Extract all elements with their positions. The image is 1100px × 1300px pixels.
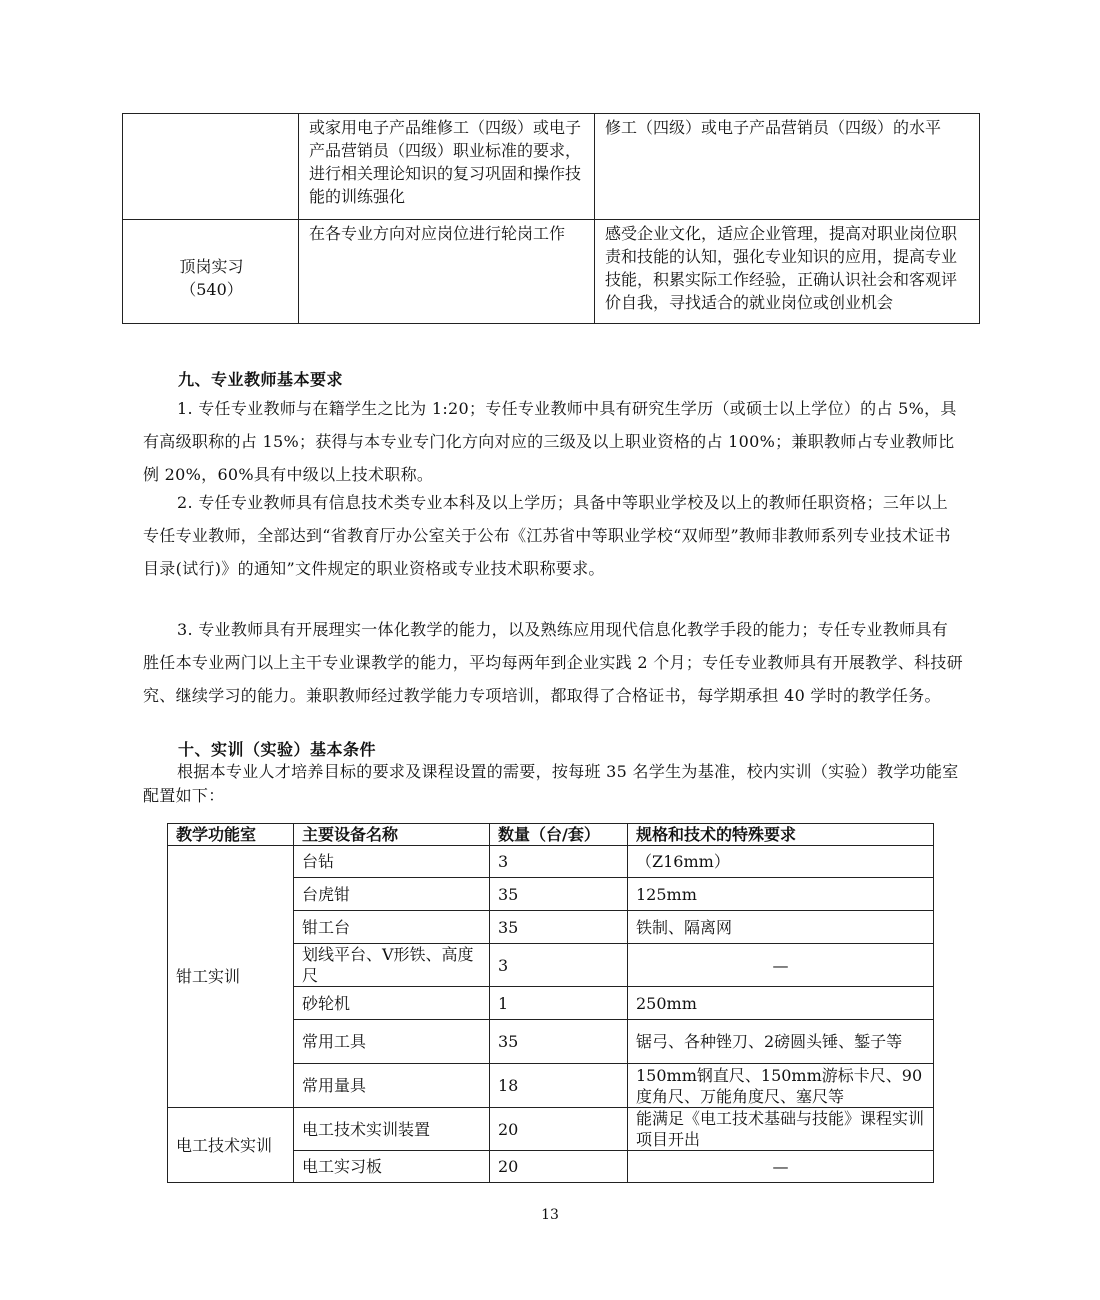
equipment-name: 常用工具	[294, 1020, 490, 1064]
stage-cell	[123, 114, 299, 220]
goal-cell: 感受企业文化，适应企业管理，提高对职业岗位职责和技能的认知，强化专业知识的应用，提高专业技能，积累实际工作经验，正确认识社会和客观评价自我，寻找适合的就业岗位或创业机会	[595, 220, 980, 324]
table-row	[123, 220, 980, 324]
equipment-spec: 125mm	[628, 878, 934, 911]
column-header: 教学功能室	[168, 824, 294, 846]
equipment-name: 常用量具	[294, 1064, 490, 1108]
equipment-name: 钳工台	[294, 911, 490, 944]
equipment-spec: 能满足《电工技术基础与技能》课程实训项目开出	[628, 1108, 934, 1151]
table-row	[168, 1108, 934, 1151]
equipment-qty: 35	[490, 878, 628, 911]
table-row	[123, 114, 980, 220]
equipment-name: 台虎钳	[294, 878, 490, 911]
table-row	[168, 846, 934, 878]
column-header: 规格和技术的特殊要求	[628, 824, 934, 846]
equipment-qty: 35	[490, 911, 628, 944]
stage-cell	[123, 220, 299, 324]
section-heading: 九、专业教师基本要求	[178, 370, 344, 389]
table-header-row	[168, 824, 934, 846]
equipment-qty: 20	[490, 1108, 628, 1151]
equipment-qty: 20	[490, 1151, 628, 1183]
equipment-table	[167, 823, 934, 1183]
equipment-name: 台钻	[294, 846, 490, 878]
room-cell: 钳工实训	[168, 846, 294, 1108]
equipment-spec: —	[628, 944, 934, 987]
column-header: 数量（台/套）	[490, 824, 628, 846]
content-cell: 在各专业方向对应岗位进行轮岗工作	[299, 220, 595, 324]
paragraph: 根据本专业人才培养目标的要求及课程设置的需要，按每班 35 名学生为基准，校内实训（实验）教学功能室配置如下：	[143, 762, 959, 805]
content-cell: 或家用电子产品维修工（四级）或电子产品营销员（四级）职业标准的要求，进行相关理论知识的复习巩固和操作技能的训练强化	[299, 114, 595, 220]
equipment-spec: 铁制、隔离网	[628, 911, 934, 944]
equipment-name: 划线平台、V形铁、高度尺	[294, 944, 490, 987]
paragraph: 1. 专任专业教师与在籍学生之比为 1:20；专任专业教师中具有研究生学历（或硕士以上学位）的占 5%，具有高级职称的占 15%；获得与本专业专门化方向对应的三级及以上职业资格的占 100%；兼职教师占专业教师比例 20%，60%具有中级以上技术职称。	[143, 399, 957, 484]
stage-hours: （540）	[180, 279, 243, 299]
training-stage-table	[122, 113, 980, 324]
page-number: 13	[541, 1207, 559, 1223]
equipment-qty: 35	[490, 1020, 628, 1064]
equipment-spec: 150mm钢直尺、150mm游标卡尺、90度角尺、万能角度尺、塞尺等	[628, 1064, 934, 1108]
equipment-spec: 锯弓、各种锉刀、2磅圆头锤、錾子等	[628, 1020, 934, 1064]
equipment-spec: （Z16mm）	[628, 846, 934, 878]
stage-name: 顶岗实习	[179, 256, 244, 276]
equipment-qty: 3	[490, 944, 628, 987]
paragraph: 3. 专业教师具有开展理实一体化教学的能力，以及熟练应用现代信息化教学手段的能力；专任专业教师具有胜任本专业两门以上主干专业课教学的能力，平均每两年到企业实践 2 个月；专任专业教师具有开展教学、科技研究、继续学习的能力。兼职教师经过教学能力专项培训，都取得了合格证书，每学期承担 40 学时的教学任务。	[143, 620, 963, 705]
equipment-name: 电工技术实训装置	[294, 1108, 490, 1151]
section-heading: 十、实训（实验）基本条件	[178, 740, 377, 759]
equipment-qty: 3	[490, 846, 628, 878]
paragraph: 2. 专任专业教师具有信息技术类专业本科及以上学历；具备中等职业学校及以上的教师任职资格；三年以上专任专业教师，全部达到“省教育厅办公室关于公布《江苏省中等职业学校“双师型”教师非教师系列专业技术证书目录(试行)》的通知”文件规定的职业资格或专业技术职称要求。	[143, 493, 951, 578]
goal-cell: 修工（四级）或电子产品营销员（四级）的水平	[595, 114, 980, 220]
column-header: 主要设备名称	[294, 824, 490, 846]
equipment-qty: 1	[490, 987, 628, 1020]
equipment-name: 电工实习板	[294, 1151, 490, 1183]
equipment-spec: 250mm	[628, 987, 934, 1020]
room-cell: 电工技术实训	[168, 1108, 294, 1183]
equipment-name: 砂轮机	[294, 987, 490, 1020]
equipment-qty: 18	[490, 1064, 628, 1108]
equipment-spec: —	[628, 1151, 934, 1183]
